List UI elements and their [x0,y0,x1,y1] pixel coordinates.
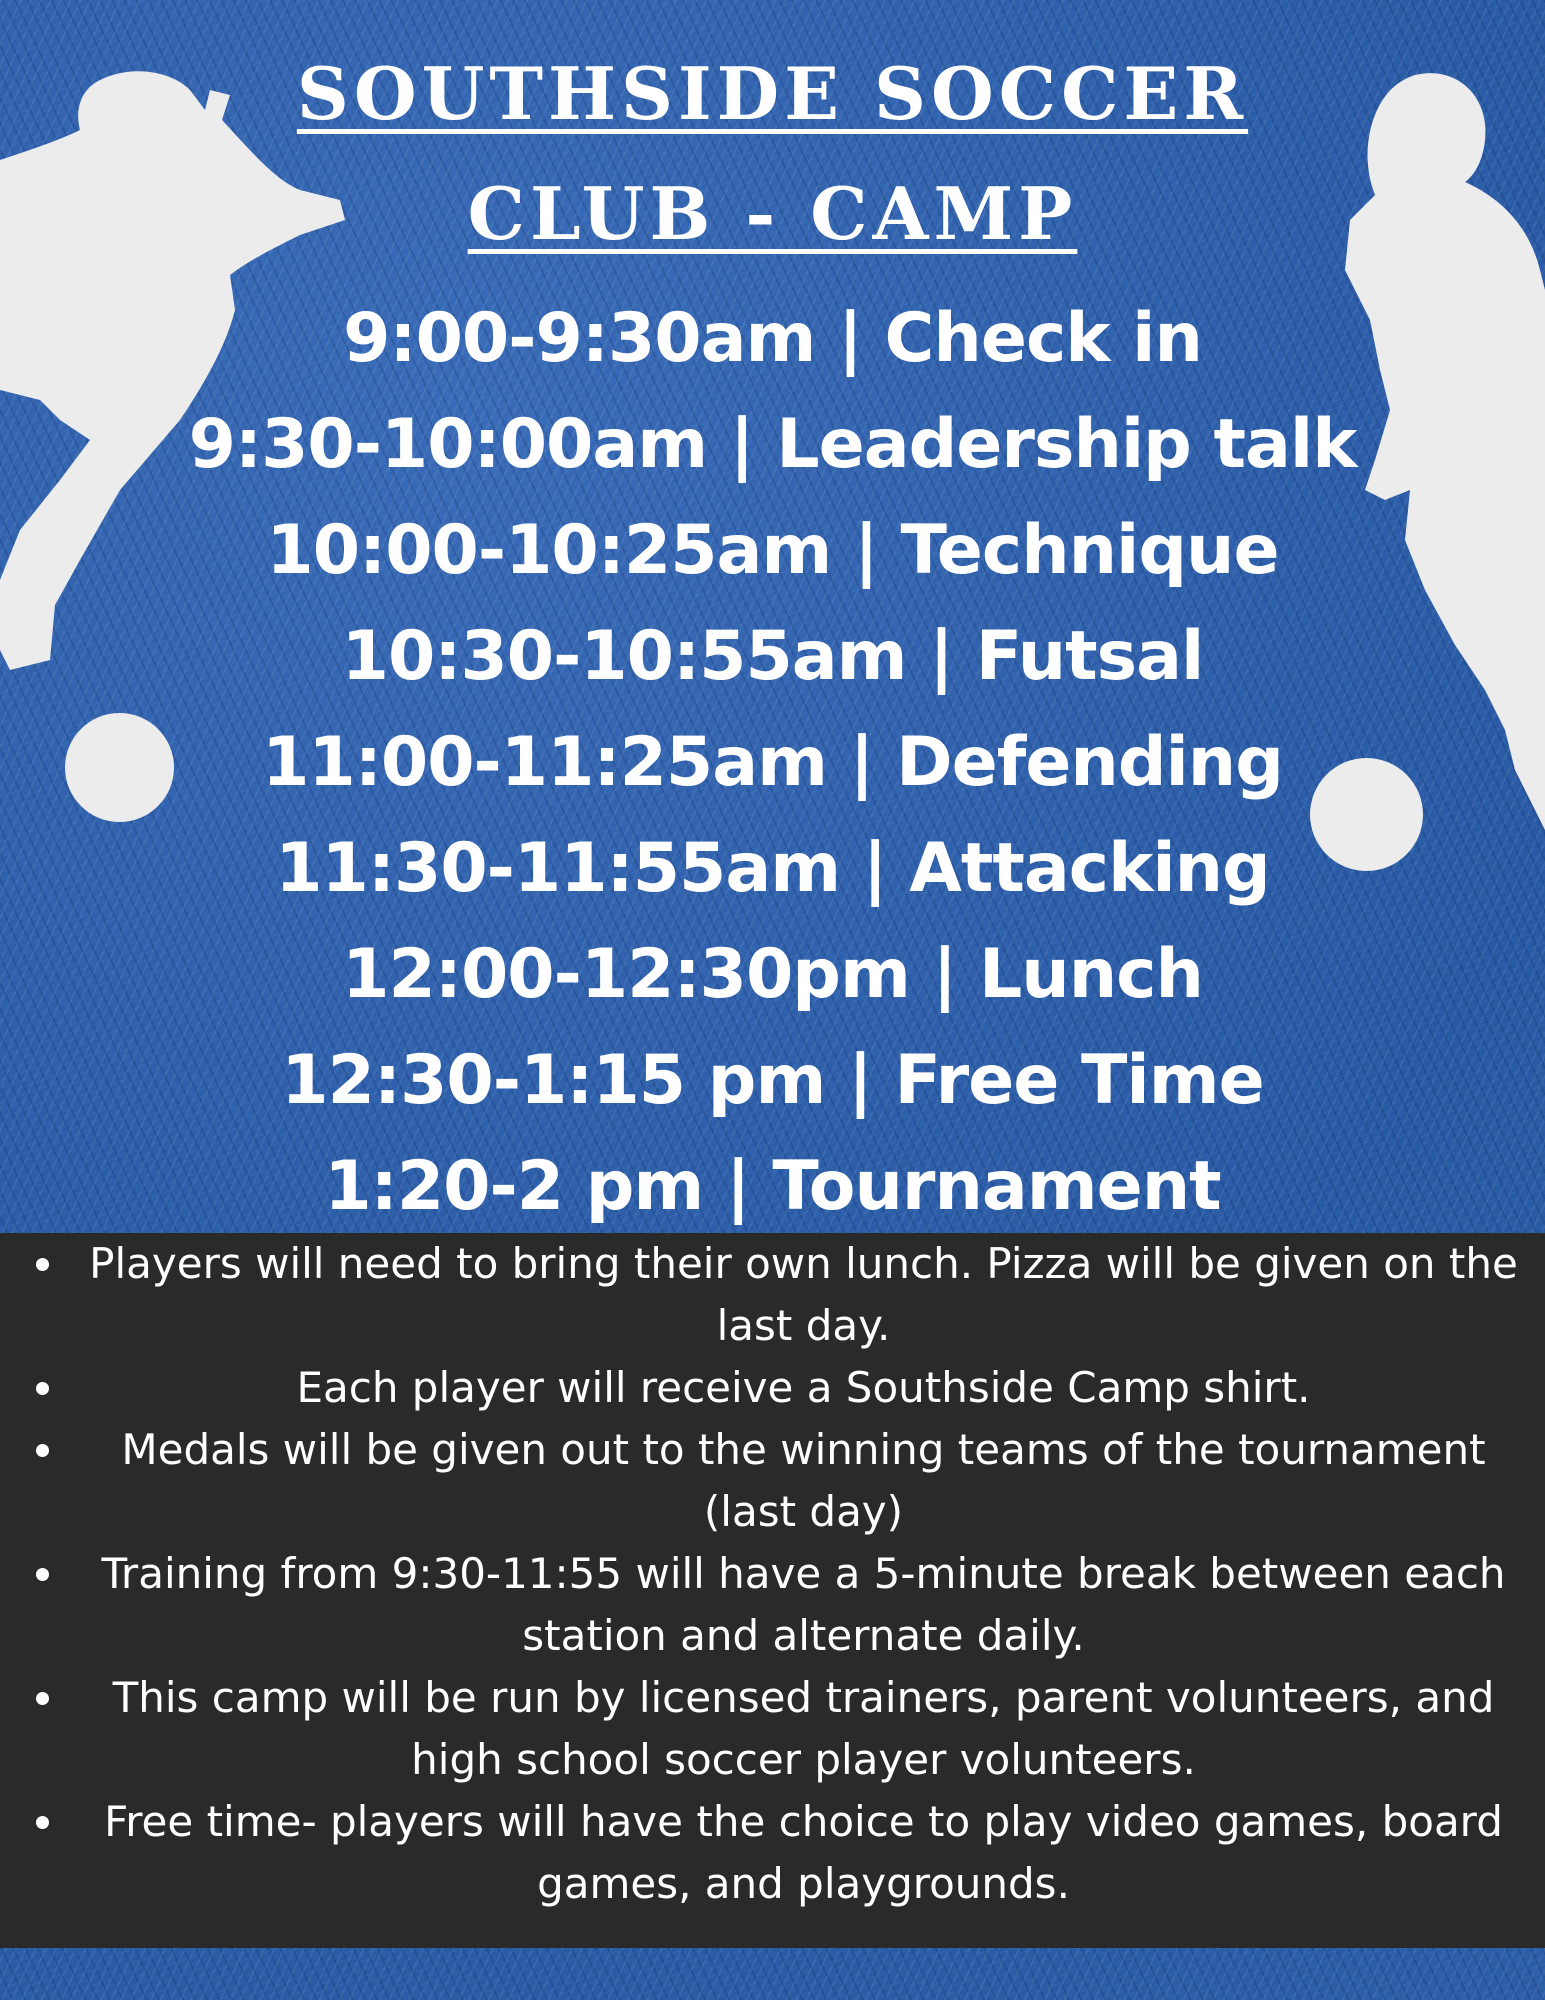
bullet-icon [36,1568,49,1581]
note-item-lunch [0,1233,1545,1357]
note-text: Each player will receive a Southside Camp shirt. [296,1363,1311,1412]
note-item-medals [0,1419,1545,1543]
note-text: Training from 9:30-11:55 will have a 5-minute break between each station and alternate daily. [101,1549,1506,1660]
schedule-item-lunch: 12:00-12:30pm | Lunch [342,935,1203,1014]
title-line-2: CLUB - CAMP [467,171,1078,256]
note-text: Players will need to bring their own lunch. Pizza will be given on the last day. [89,1239,1518,1350]
schedule-item-futsal: 10:30-10:55am | Futsal [341,617,1204,696]
schedule-item-technique: 10:00-10:25am | Technique [266,511,1279,590]
bullet-icon [36,1258,49,1271]
notes-panel [0,1233,1545,1948]
schedule-item-attacking: 11:30-11:55am | Attacking [275,829,1270,908]
schedule-list [0,286,1545,1240]
note-text: Free time- players will have the choice to play video games, board games, and playgrounds. [104,1797,1503,1908]
bullet-icon [36,1382,49,1395]
bullet-icon [36,1692,49,1705]
bullet-icon [36,1444,49,1457]
note-item-shirt [0,1357,1545,1419]
notes-list [0,1233,1545,1915]
note-text: Medals will be given out to the winning teams of the tournament (last day) [121,1425,1486,1536]
note-item-staff [0,1667,1545,1791]
note-item-training [0,1543,1545,1667]
schedule-item-free-time: 12:30-1:15 pm | Free Time [281,1041,1264,1120]
note-text: This camp will be run by licensed trainers, parent volunteers, and high school soccer player volunteers. [112,1673,1495,1784]
bullet-icon [36,1816,49,1829]
schedule-item-defending: 11:00-11:25am | Defending [262,723,1283,802]
title-line-1: SOUTHSIDE SOCCER [296,51,1249,136]
schedule-item-leadership-talk: 9:30-10:00am | Leadership talk [188,405,1357,484]
note-item-free-time [0,1791,1545,1915]
schedule-item-tournament: 1:20-2 pm | Tournament [324,1147,1221,1226]
schedule-item-check-in: 9:00-9:30am | Check in [343,299,1202,378]
